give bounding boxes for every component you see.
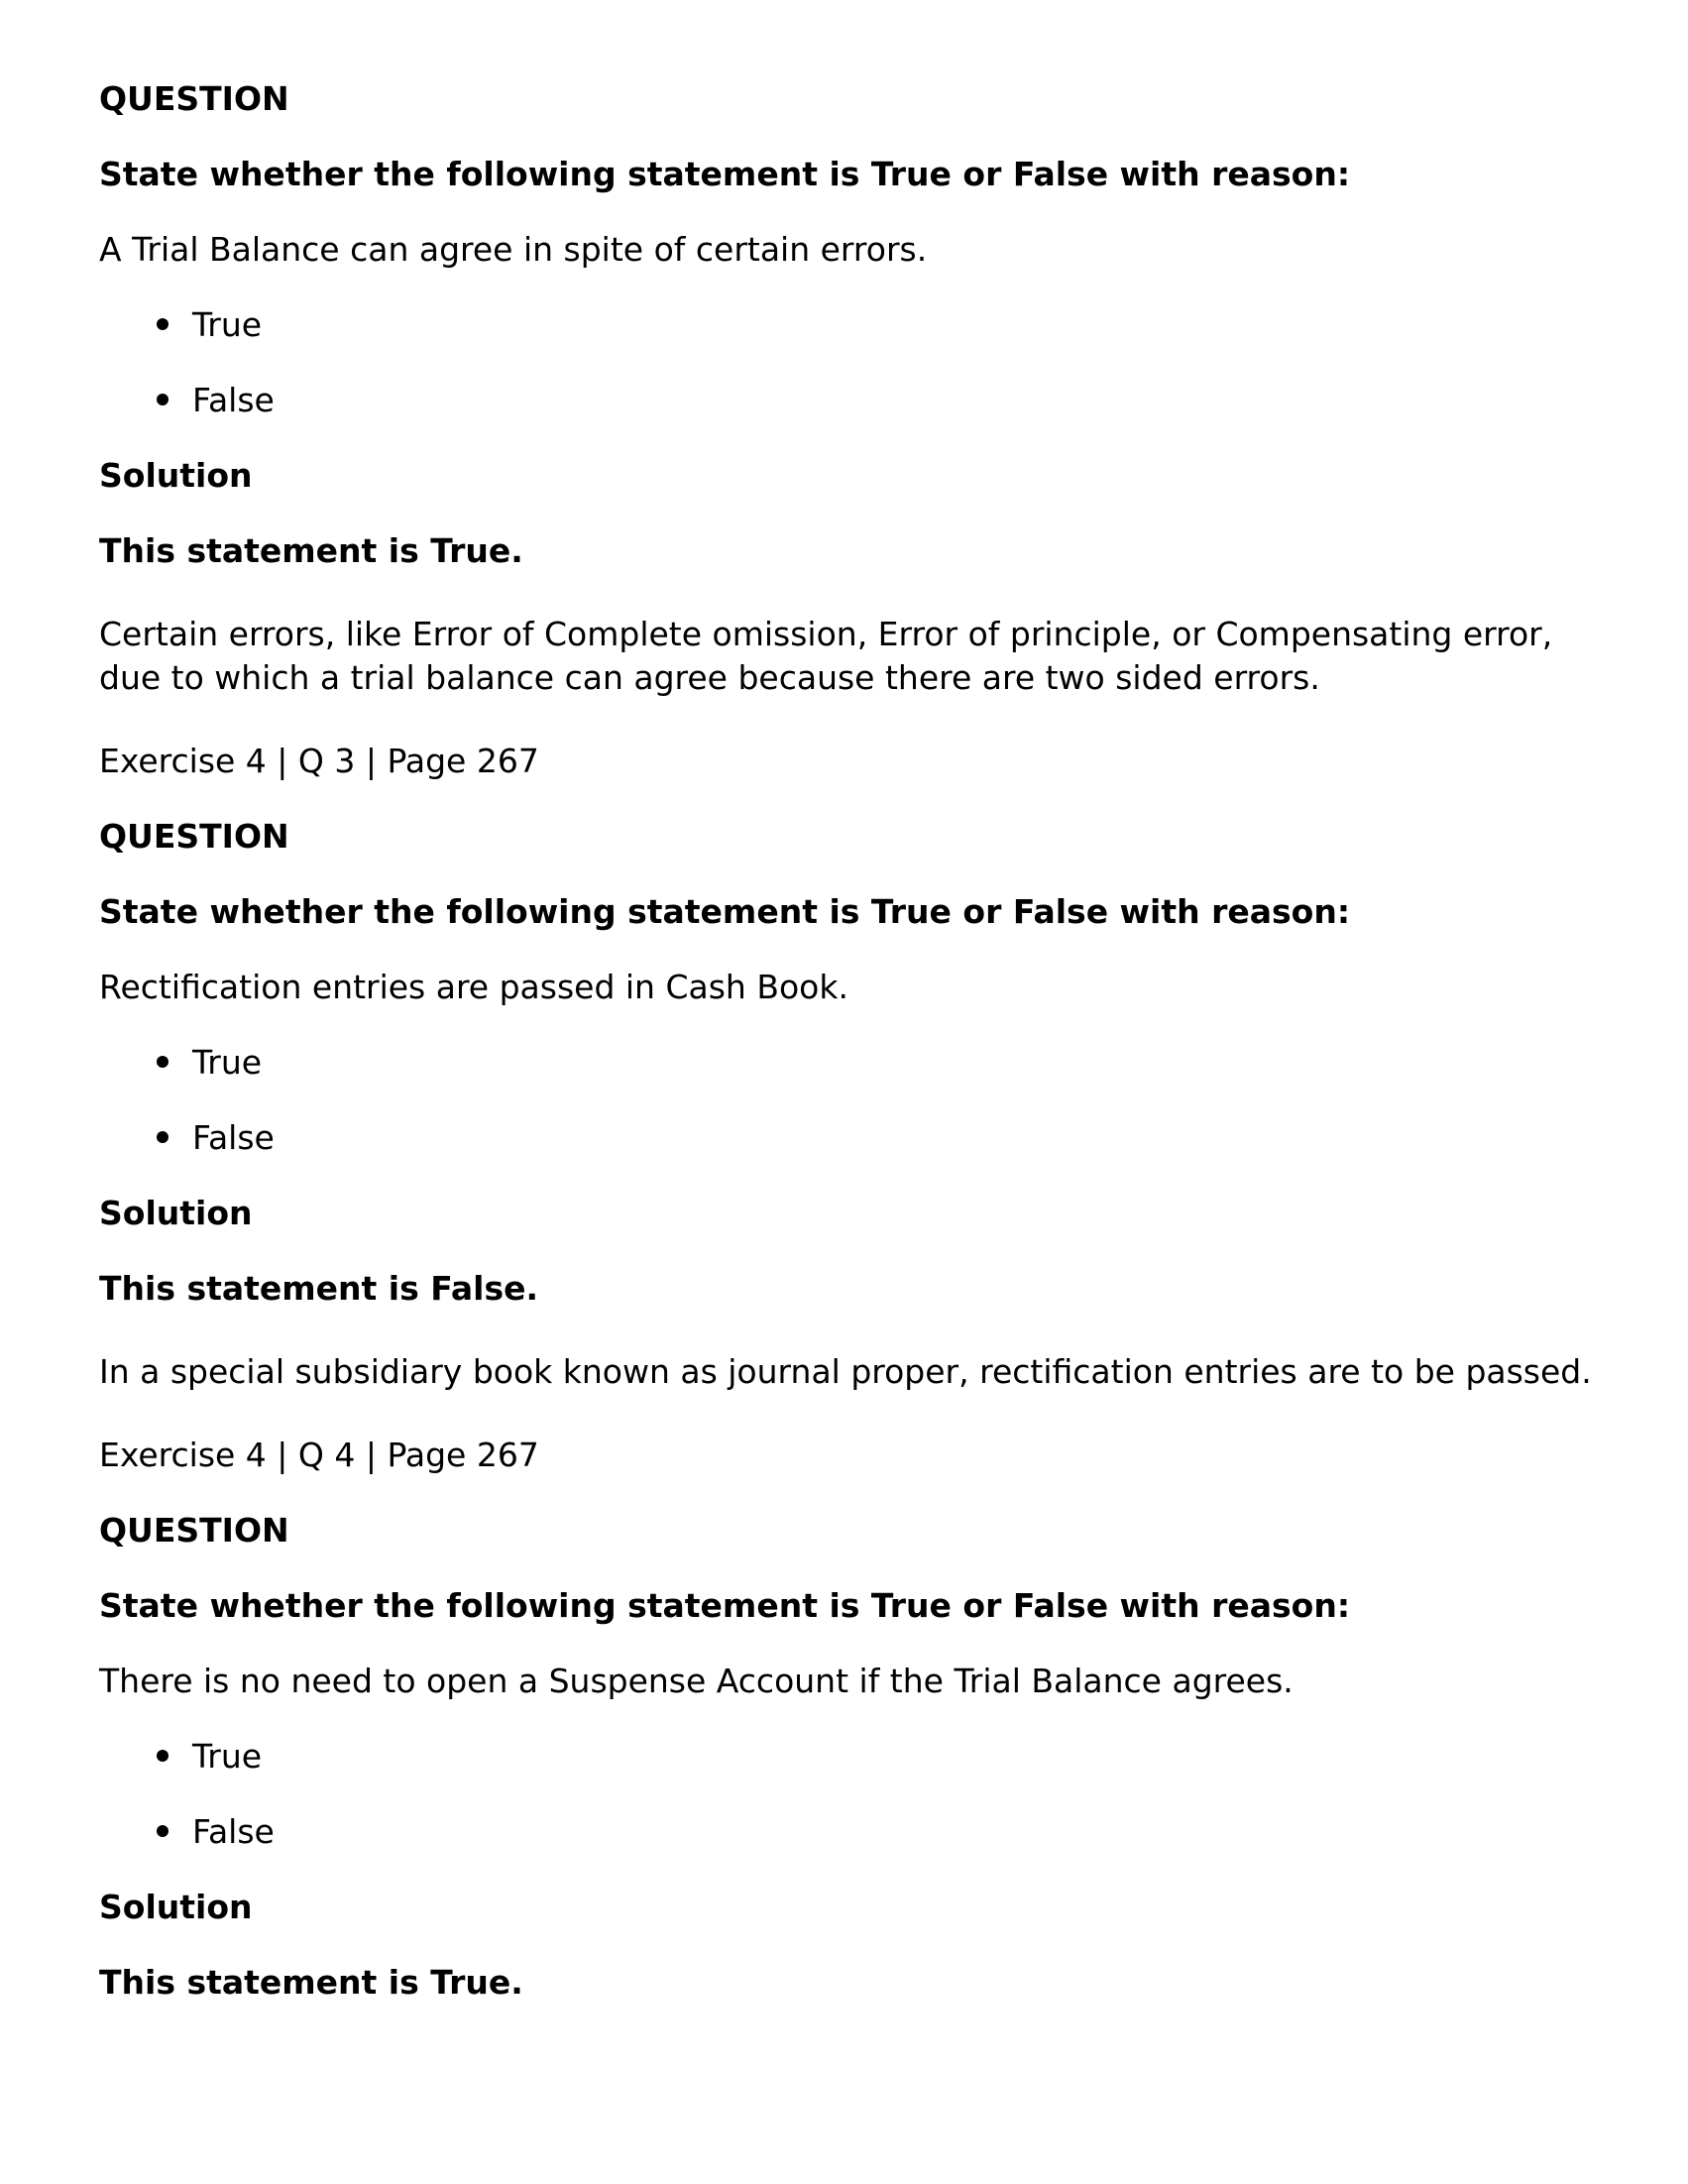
solution-verdict: This statement is False.: [99, 1269, 539, 1308]
document-page: [99, 77, 1606, 2044]
options-list: [99, 1041, 1606, 1160]
bullet-icon: [157, 1750, 169, 1762]
option-item: [157, 303, 1606, 347]
question-block: [99, 815, 1606, 1477]
option-label: True: [192, 1737, 263, 1776]
solution-verdict: This statement is True.: [99, 531, 523, 570]
solution-label: Solution: [99, 1194, 253, 1232]
solution-explanation: Certain errors, like Error of Complete omission, Error of principle, or Compensating error, due to which a trial balance can agree because there are two sided errors.: [99, 615, 1553, 697]
option-label: False: [192, 1118, 275, 1157]
option-item: [157, 1810, 1606, 1854]
option-item: [157, 1116, 1606, 1160]
exercise-reference: Exercise 4 | Q 4 | Page 267: [99, 1436, 539, 1474]
solution-verdict: This statement is True.: [99, 1963, 523, 2002]
options-list: [99, 303, 1606, 422]
option-item: [157, 379, 1606, 422]
question-statement: Rectification entries are passed in Cash Book.: [99, 968, 848, 1006]
solution-label: Solution: [99, 1888, 253, 1926]
bullet-icon: [157, 318, 169, 330]
solution-explanation: In a special subsidiary book known as journal proper, rectification entries are to be passed.: [99, 1352, 1592, 1391]
question-heading: QUESTION: [99, 79, 289, 118]
question-block: [99, 77, 1606, 783]
question-heading: QUESTION: [99, 817, 289, 856]
option-item: [157, 1041, 1606, 1085]
solution-label: Solution: [99, 456, 253, 495]
options-list: [99, 1735, 1606, 1854]
exercise-reference: Exercise 4 | Q 3 | Page 267: [99, 742, 539, 780]
option-item: [157, 1735, 1606, 1779]
bullet-icon: [157, 1825, 169, 1837]
option-label: True: [192, 305, 263, 344]
question-prompt: State whether the following statement is True or False with reason:: [99, 155, 1351, 193]
question-block: [99, 1509, 1606, 2005]
bullet-icon: [157, 1131, 169, 1143]
question-prompt: State whether the following statement is True or False with reason:: [99, 892, 1351, 931]
option-label: True: [192, 1043, 263, 1082]
bullet-icon: [157, 394, 169, 405]
option-label: False: [192, 1812, 275, 1851]
question-prompt: State whether the following statement is True or False with reason:: [99, 1586, 1351, 1625]
question-statement: A Trial Balance can agree in spite of certain errors.: [99, 230, 928, 269]
question-statement: There is no need to open a Suspense Account if the Trial Balance agrees.: [99, 1662, 1294, 1700]
bullet-icon: [157, 1056, 169, 1068]
question-heading: QUESTION: [99, 1511, 289, 1550]
option-label: False: [192, 381, 275, 419]
